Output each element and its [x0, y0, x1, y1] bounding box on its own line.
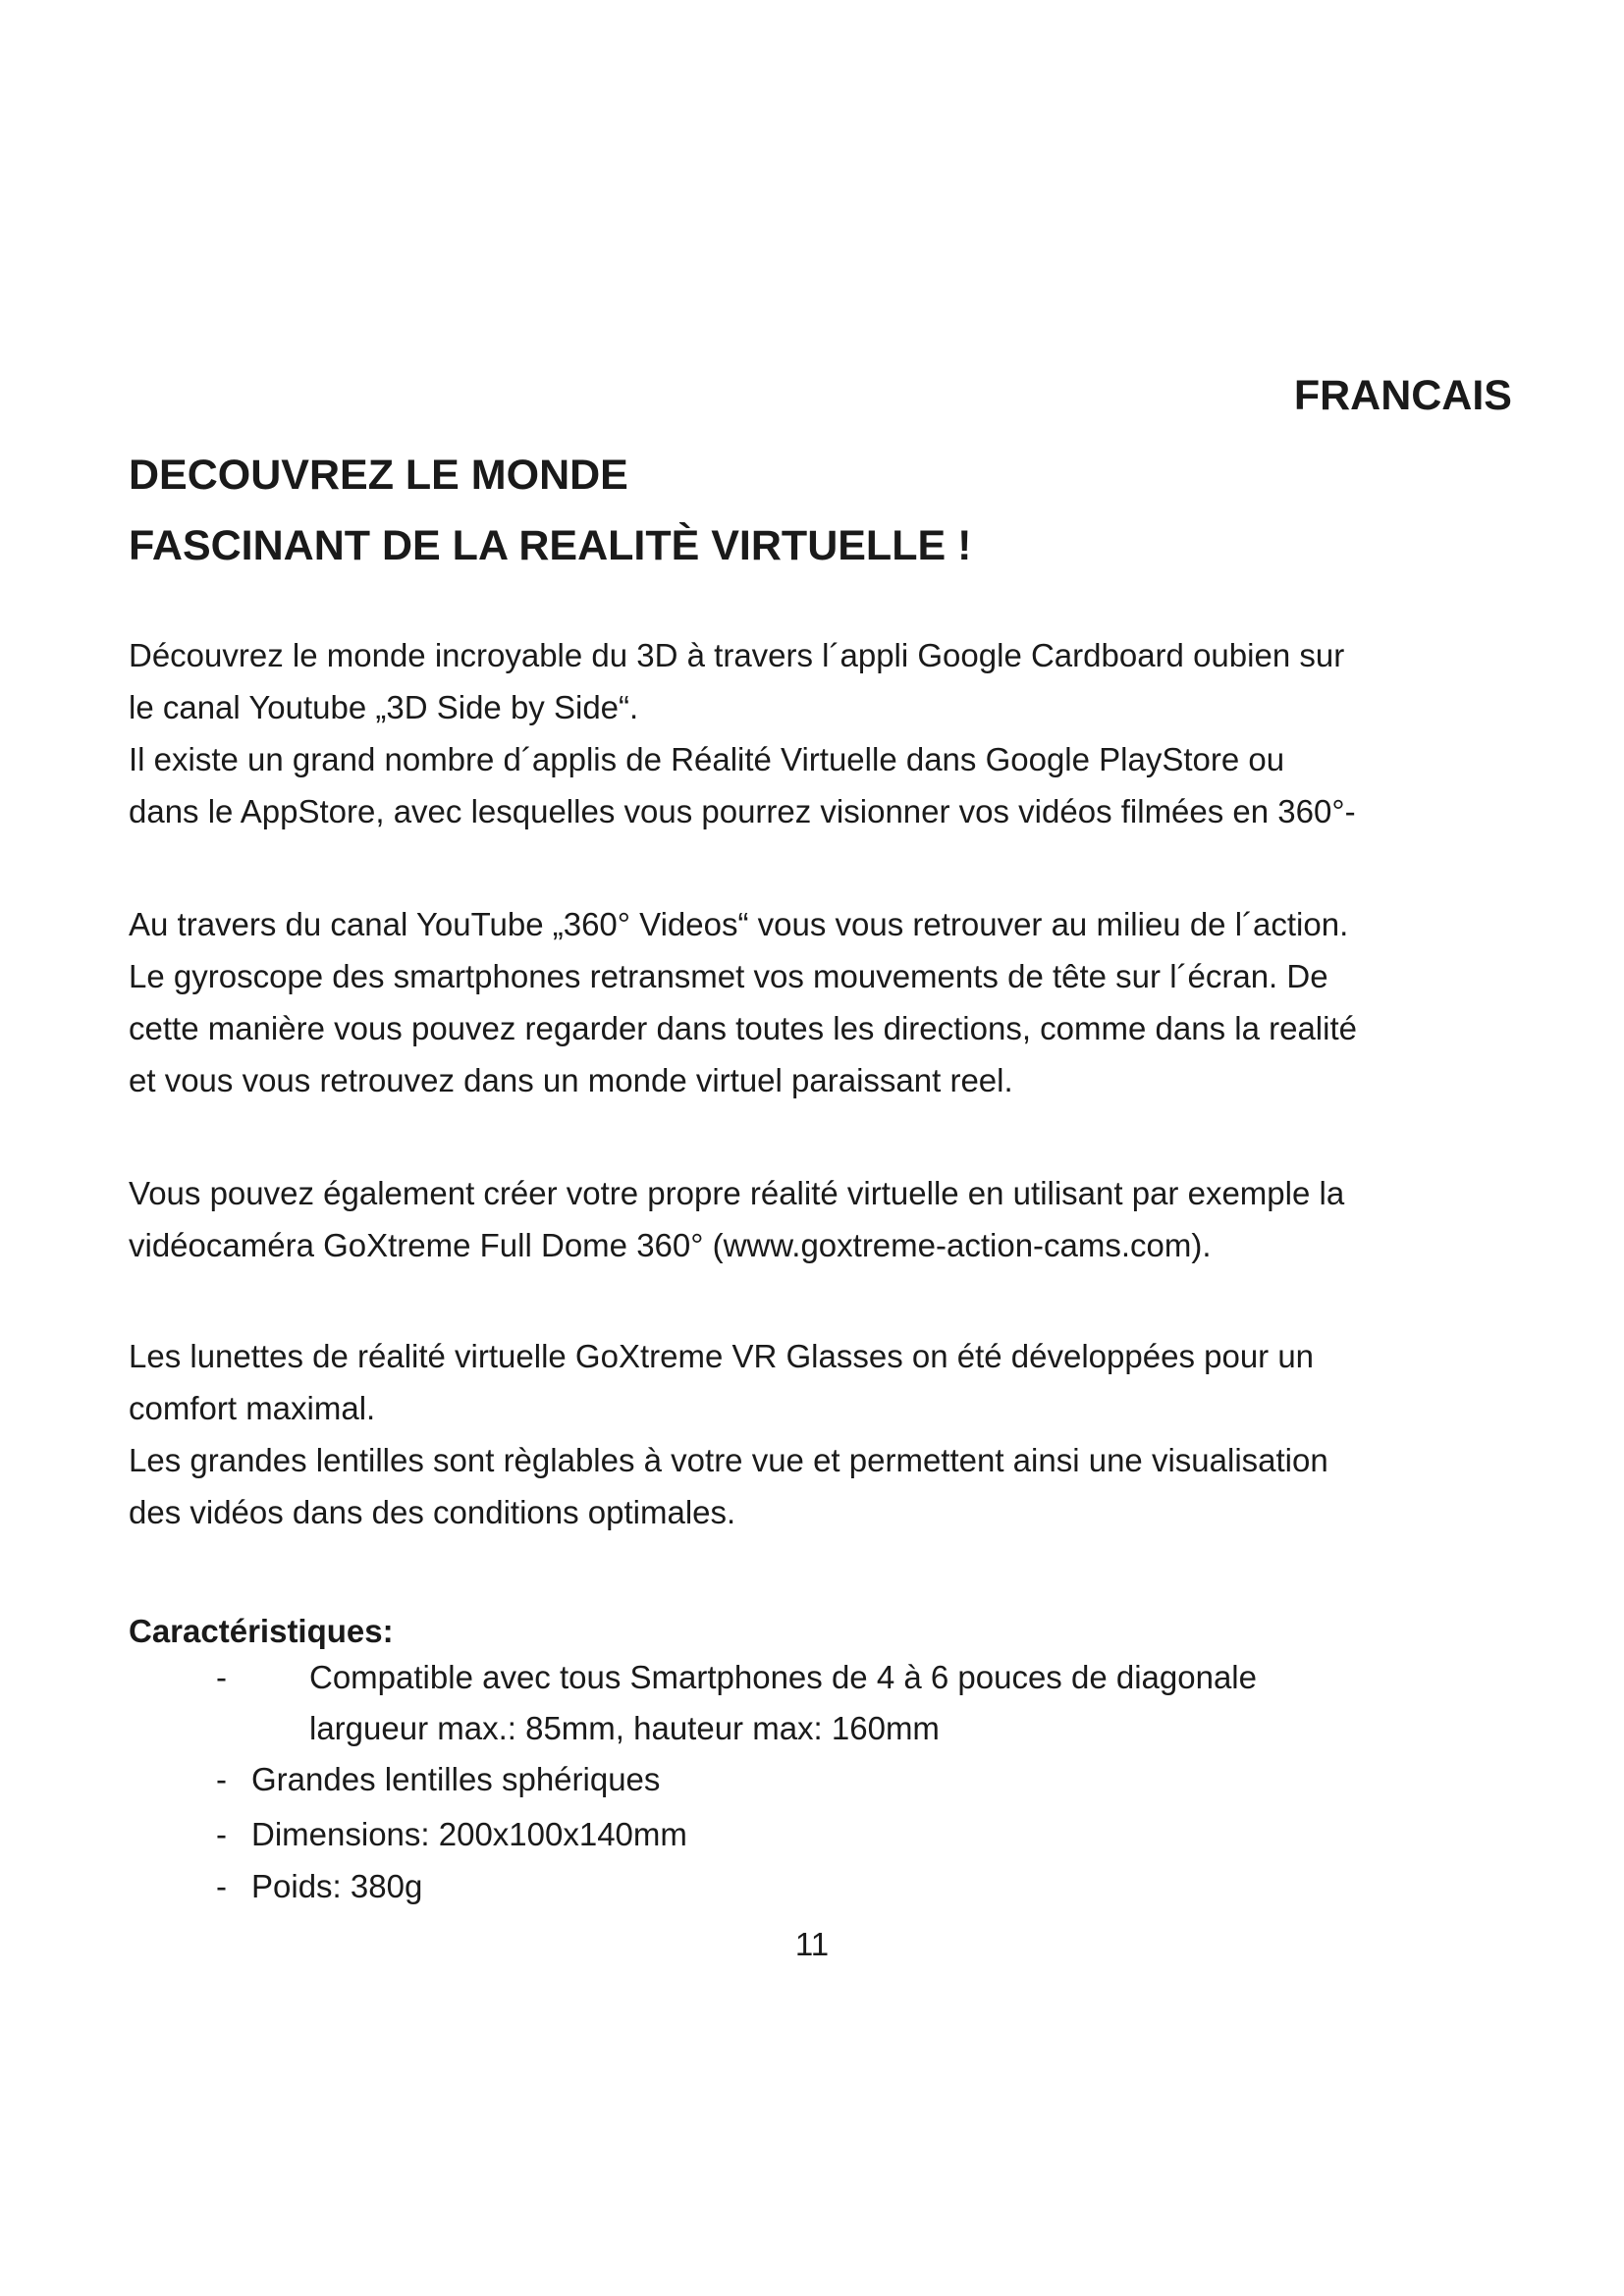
feature-text: Grandes lentilles sphériques — [251, 1761, 661, 1797]
text-line: Découvrez le monde incroyable du 3D à travers l´appli Google Cardboard oubien sur — [129, 637, 1345, 673]
title-line: DECOUVREZ LE MONDE — [129, 452, 628, 499]
paragraph-intro — [129, 629, 1533, 837]
text-line: comfort maximal. — [129, 1390, 376, 1426]
bullet-dash: - — [216, 1659, 227, 1695]
text-line: Les grandes lentilles sont règlables à votre vue et permettent ainsi une visualisation — [129, 1442, 1328, 1478]
bullet-dash: - — [216, 1868, 227, 1904]
feature-text: Compatible avec tous Smartphones de 4 à 6 pouces de diagonale — [309, 1659, 1257, 1695]
bullet-dash: - — [216, 1816, 227, 1852]
text-line: Le gyroscope des smartphones retransmet vos mouvements de tête sur l´écran. De — [129, 958, 1328, 994]
feature-text: Dimensions: 200x100x140mm — [251, 1816, 687, 1852]
feature-text: largueur max.: 85mm, hauteur max: 160mm — [309, 1710, 940, 1746]
text-line: et vous vous retrouvez dans un monde virtuel paraissant reel. — [129, 1062, 1013, 1098]
text-line: vidéocaméra GoXtreme Full Dome 360° (www.goxtreme-action-cams.com). — [129, 1227, 1212, 1263]
text-line: Les lunettes de réalité virtuelle GoXtreme VR Glasses on été développées pour un — [129, 1338, 1315, 1374]
page-number: 11 — [794, 1926, 830, 1962]
title-line: FASCINANT DE LA REALITÈ VIRTUELLE ! — [129, 522, 972, 569]
text-line: des vidéos dans des conditions optimales. — [129, 1494, 736, 1530]
text-line: Il existe un grand nombre d´applis de Réalité Virtuelle dans Google PlayStore ou — [129, 741, 1285, 777]
bullet-dash: - — [216, 1761, 227, 1797]
text-line: dans le AppStore, avec lesquelles vous pourrez visionner vos vidéos filmées en 360°- — [129, 793, 1356, 829]
paragraph-360-videos — [129, 898, 1533, 1106]
text-line: le canal Youtube „3D Side by Side“. — [129, 689, 639, 725]
language-label: FRANCAIS — [1293, 372, 1512, 419]
feature-text: Poids: 380g — [251, 1868, 423, 1904]
features-heading: Caractéristiques: — [129, 1613, 394, 1649]
text-line: Au travers du canal YouTube „360° Videos“ vous vous retrouver au milieu de l´action. — [129, 906, 1349, 942]
paragraph-create-vr — [129, 1167, 1533, 1271]
text-line: Vous pouvez également créer votre propre réalité virtuelle en utilisant par exemple la — [129, 1175, 1345, 1211]
paragraph-vr-glasses — [129, 1330, 1533, 1538]
text-line: cette manière vous pouvez regarder dans toutes les directions, comme dans la realité — [129, 1010, 1357, 1046]
page-title — [129, 440, 971, 581]
